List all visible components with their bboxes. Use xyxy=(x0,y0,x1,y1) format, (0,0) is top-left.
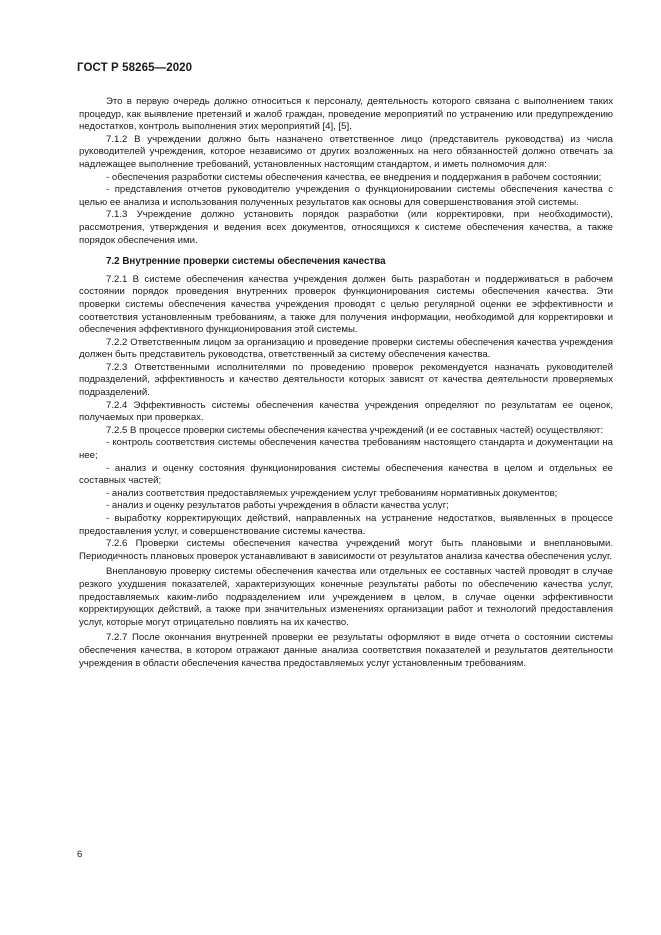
paragraph: 7.2.7 После окончания внутренней проверки ее результаты оформляют в виде отчета о состоянии системы обеспечения качества, в котором отражают данные анализа соответствия показателей и результатов деятельности учреждения в области обеспечения качества предоставляемых услуг установленным требованиям. xyxy=(79,632,613,669)
list-item: - представления отчетов руководителю учреждения о функционировании системы обеспечения качества с целью ее анализа и использования полученных результатов как основы для совершенствования этой системы. xyxy=(79,184,613,208)
list-item: - анализ и оценку состояния функционирования системы обеспечения качества в целом и отдельных ее составных частей; xyxy=(79,462,613,487)
paragraph: 7.2.1 В системе обеспечения качества учреждения должен быть разработан и поддерживаться в рабочем состоянии порядок проведения внутренних проверок функционирования системы обеспечения качества. Эти проверки системы обеспечения качества учреждения проводят с целью регулярной оценки ее эффективности и соответствия установленным требованиям, а также для получения информации, необходимой для корректировки и обеспечения эффективного функционирования этой системы. xyxy=(79,273,613,336)
paragraph: 7.2.4 Эффективность системы обеспечения качества учреждения определяют по результатам ее оценок, получаемых при проверках. xyxy=(79,399,613,424)
document-header: ГОСТ Р 58265—2020 xyxy=(77,62,193,74)
paragraph: 7.2.6 Проверки системы обеспечения качества учреждений могут быть плановыми и внеплановыми. Периодичность плановых проверок устанавливают в зависимости от результатов анализа качества обеспечения услуг. xyxy=(79,538,613,562)
list-item: - контроль соответствия системы обеспечения качества требованиям настоящего стандарта и документации на нее; xyxy=(79,437,613,462)
paragraph: 7.1.3 Учреждение должно установить порядок разработки (или корректировки, при необходимости), рассмотрения, утверждения и ведения всех документов, относящихся к системе обеспечения качества, а также порядок обеспечения ими. xyxy=(79,209,613,246)
paragraph: Это в первую очередь должно относиться к персоналу, деятельность которого связана с выполнением таких процедур, как выявление претензий и жалоб граждан, проведение мероприятий по устранению или предупреждению недостатков, контроль выполнения этих мероприятий [4], [5]. xyxy=(79,96,613,133)
list-item: - анализ соответствия предоставляемых учреждением услуг требованиям нормативных документов; xyxy=(106,487,558,499)
paragraph: 7.1.2 В учреждении должно быть назначено ответственное лицо (представитель руководства) из числа руководителей учреждения, которое независимо от других возложенных на него обязанностей должно отвечать за надлежащее выполнение требований, установленных настоящим стандартом, и иметь полномочия для: xyxy=(79,133,613,170)
section-heading: 7.2 Внутренние проверки системы обеспечения качества xyxy=(106,256,386,268)
paragraph: 7.2.5 В процессе проверки системы обеспечения качества учреждений (и ее составных частей) осуществляют: xyxy=(106,424,603,436)
paragraph: 7.2.3 Ответственными исполнителями по проведению проверок рекомендуется назначать руководителей подразделений, эффективность и качество деятельности которых зависят от качества деятельности проверяемых подразделений. xyxy=(79,361,613,399)
paragraph: Внеплановую проверку системы обеспечения качества или отдельных ее составных частей проводят в случае резкого ухудшения показателей, характеризующих конечные результаты работы по обеспечению качества услуг, предоставляемых каким-либо подразделением или учреждением в целом, в случае оценки эффективности корректирующих действий, а также при значительных изменениях организации работ и технологий предоставления услуг, которые могут отрицательно повлиять на их качество. xyxy=(79,566,613,628)
list-item: - обеспечения разработки системы обеспечения качества, ее внедрения и поддержания в рабочем состоянии; xyxy=(106,171,602,183)
list-item: - выработку корректирующих действий, направленных на устранение недостатков, выявленных в процессе предоставления услуг, и совершенствование системы качества. xyxy=(79,513,613,537)
page-number: 6 xyxy=(77,849,83,860)
paragraph: 7.2.2 Ответственным лицом за организацию и проведение проверки системы обеспечения качества учреждения должен быть представитель руководства, ответственный за систему обеспечения качества. xyxy=(79,336,613,361)
list-item: - анализ и оценку результатов работы учреждения в области качества услуг; xyxy=(106,500,449,512)
document-body xyxy=(79,93,613,670)
